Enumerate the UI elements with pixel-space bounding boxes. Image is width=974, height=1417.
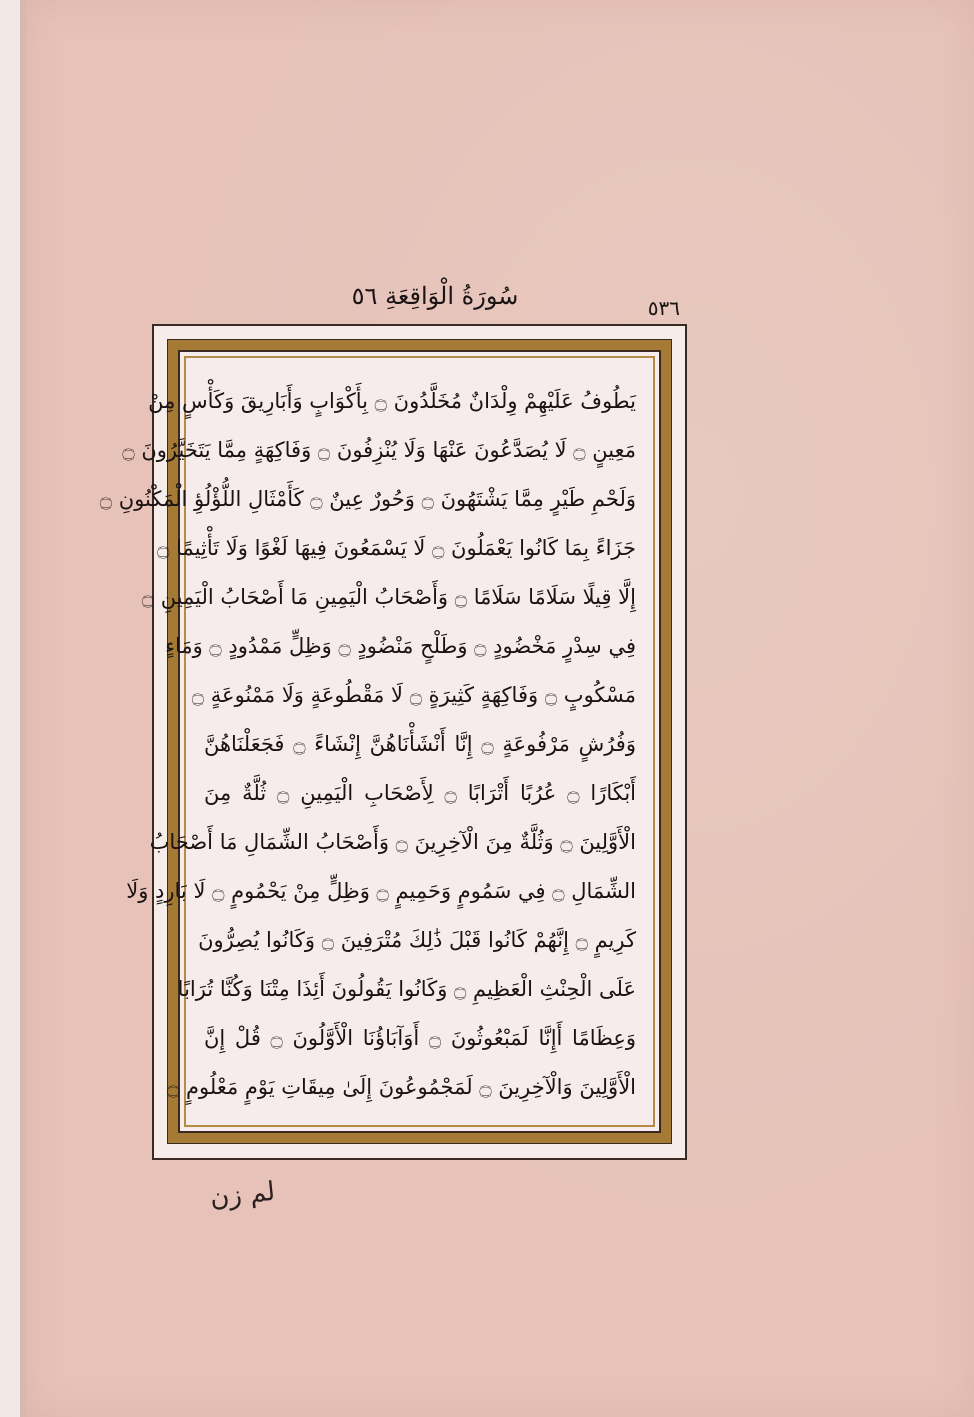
verse-line-8: وَفُرُشٍ مَرْفُوعَةٍ ۝ إِنَّا أَنْشَأْنَاهُنَّ إِنْشَاءً ۝ فَجَعَلْنَاهُنَّ [204, 732, 636, 756]
verse-line-3: وَلَحْمِ طَيْرٍ مِمَّا يَشْتَهُونَ ۝ وَحُورٌ عِينٌ ۝ كَأَمْثَالِ اللُّؤْلُؤِ الْمَكْنُونِ ۝ [99, 487, 636, 511]
page-number: ٥٣٦ [647, 296, 680, 320]
verse-line-6: فِي سِدْرٍ مَخْضُودٍ ۝ وَطَلْحٍ مَنْضُودٍ ۝ وَظِلٍّ مَمْدُودٍ ۝ وَمَاءٍ [165, 634, 636, 658]
page-header [150, 282, 690, 322]
handwritten-signature: لم زن [208, 1176, 277, 1214]
verse-line-10: الْأَوَّلِينَ ۝ وَثُلَّةٌ مِنَ الْآخِرِينَ ۝ وَأَصْحَابُ الشِّمَالِ مَا أَصْحَابُ [149, 830, 636, 854]
verse-line-5: إِلَّا قِيلًا سَلَامًا سَلَامًا ۝ وَأَصْحَابُ الْيَمِينِ مَا أَصْحَابُ الْيَمِينِ ۝ [141, 585, 636, 609]
verse-line-12: كَرِيمٍ ۝ إِنَّهُمْ كَانُوا قَبْلَ ذَٰلِكَ مُتْرَفِينَ ۝ وَكَانُوا يُصِرُّونَ [198, 928, 636, 952]
verse-line-9: أَبْكَارًا ۝ عُرُبًا أَتْرَابًا ۝ لِأَصْحَابِ الْيَمِينِ ۝ ثُلَّةٌ مِنَ [204, 781, 637, 805]
verse-line-2: مَعِينٍ ۝ لَا يُصَدَّعُونَ عَنْهَا وَلَا يُنْزِفُونَ ۝ وَفَاكِهَةٍ مِمَّا يَتَخَيَّرُونَ ۝ [122, 438, 636, 462]
verse-line-1: يَطُوفُ عَلَيْهِمْ وِلْدَانٌ مُخَلَّدُونَ ۝ بِأَكْوَابٍ وَأَبَارِيقَ وَكَأْسٍ مِنْ [148, 389, 636, 413]
verse-line-11: الشِّمَالِ ۝ فِي سَمُومٍ وَحَمِيمٍ ۝ وَظِلٍّ مِنْ يَحْمُومٍ ۝ لَا بَارِدٍ وَلَا [126, 879, 636, 903]
surah-title: سُورَةُ الْوَاقِعَةِ ٥٦ [351, 282, 519, 310]
verse-text-block [99, 378, 637, 1118]
verse-line-7: مَسْكُوبٍ ۝ وَفَاكِهَةٍ كَثِيرَةٍ ۝ لَا مَقْطُوعَةٍ وَلَا مَمْنُوعَةٍ ۝ [191, 683, 636, 707]
verse-line-13: عَلَى الْحِنْثِ الْعَظِيمِ ۝ وَكَانُوا يَقُولُونَ أَئِذَا مِتْنَا وَكُنَّا تُرَابًا [177, 977, 636, 1001]
verse-line-15: الْأَوَّلِينَ وَالْآخِرِينَ ۝ لَمَجْمُوعُونَ إِلَىٰ مِيقَاتِ يَوْمٍ مَعْلُومٍ ۝ [167, 1075, 636, 1099]
verse-line-4: جَزَاءً بِمَا كَانُوا يَعْمَلُونَ ۝ لَا يَسْمَعُونَ فِيهَا لَغْوًا وَلَا تَأْثِيمًا ۝ [157, 536, 636, 560]
verse-line-14: وَعِظَامًا أَإِنَّا لَمَبْعُوثُونَ ۝ أَوَآبَاؤُنَا الْأَوَّلُونَ ۝ قُلْ إِنَّ [204, 1026, 636, 1050]
